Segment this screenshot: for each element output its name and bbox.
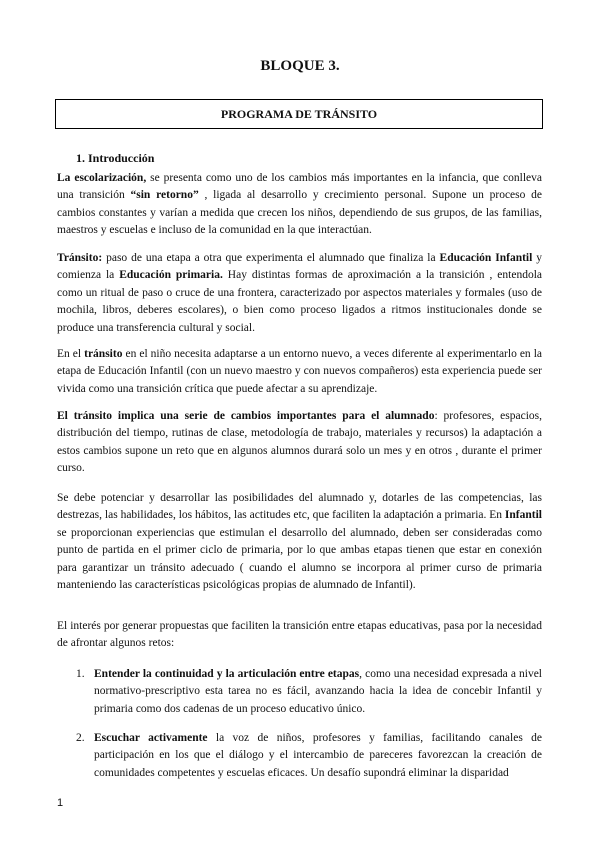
list-item bbox=[76, 666, 542, 718]
bold-text: Educación Infantil bbox=[439, 252, 533, 264]
program-title-box bbox=[55, 99, 543, 129]
body-text: paso de una etapa a otra que experimenta el alumnado que finaliza la bbox=[102, 252, 440, 264]
paragraph-potenciar bbox=[57, 490, 542, 594]
bold-text: Tránsito: bbox=[57, 252, 103, 264]
paragraph-transito bbox=[57, 250, 542, 337]
body-text: se presenta como uno de los cambios más importantes en la infancia, que conlleva una transición bbox=[57, 172, 542, 202]
block-title: BLOQUE 3. bbox=[260, 58, 340, 74]
list-number: 1. bbox=[76, 668, 85, 680]
bold-text: tránsito bbox=[84, 348, 123, 360]
body-text: y comienza la bbox=[57, 252, 543, 282]
body-text: , ligada al desarrollo y crecimiento personal. Supone un proceso de cambios constantes y varían a medida que crecen los niños, dependiendo de sus grupos, de las familias, maestros y escuelas e incluso de la comunidad en la que interactúan. bbox=[57, 189, 543, 237]
list-text bbox=[94, 666, 542, 718]
body-text: en el niño necesita adaptarse a un entorno nuevo, a veces diferente al experimentarlo en la etapa de Educación Infantil (con un nuevo maestro y con nuevos compañeros) esta experiencia puede ser vivida como una transición crítica que puede afectar a su aprendizaje. bbox=[57, 348, 542, 395]
body-text: , como una necesidad expresada a nivel normativo-prescriptivo esta tarea no es fácil, avanzando hacia la idea de concebir Infantil y primaria como dos cadenas de un proceso educativo único. bbox=[94, 668, 543, 715]
bold-text: Infantil bbox=[504, 509, 542, 522]
list-item bbox=[76, 730, 542, 782]
paragraph-escolarizacion bbox=[57, 170, 542, 240]
program-title: PROGRAMA DE TRÁNSITO bbox=[220, 106, 378, 121]
body-text: : profesores, espacios, distribución del tiempo, rutinas de clase, metodología de trabajo, materiales y recursos) la adaptación a estos cambios supone un reto que en algunos alumnos durará solo un mes y en otros , durante el primer curso. bbox=[57, 410, 542, 475]
bold-text: El tránsito implica una serie de cambios importantes para el alumnado bbox=[57, 410, 435, 422]
body-text: En el bbox=[57, 348, 85, 360]
paragraph-retos bbox=[57, 618, 542, 653]
paragraph-cambios bbox=[57, 408, 542, 478]
page-number: 1 bbox=[57, 797, 64, 809]
section-heading: 1. Introducción bbox=[76, 151, 155, 165]
list-text bbox=[94, 730, 542, 782]
body-text: Se debe potenciar y desarrollar las posibilidades del alumnado y, dotarles de las competencias, las destrezas, las habilidades, los hábitos, las actitudes etc, que faciliten la adaptación a primaria. En bbox=[57, 492, 542, 522]
bold-text: Escuchar activamente bbox=[94, 732, 208, 744]
bold-text: La escolarización, bbox=[57, 172, 147, 184]
body-text: se proporcionan experiencias que estimulan el desarrollo del alumnado, deben ser consideradas como punto de partida en el primer ciclo de primaria, por lo que ambas etapas tienen que estar en conexión para garantizar un tránsito adecuado ( cuando el alumno se incorpora al primer curso de primaria manteniendo las características psicológicas propias de alumnado de Infantil). bbox=[57, 526, 542, 592]
body-text: la voz de niños, profesores y familias, facilitando canales de participación en los que el diálogo y el intercambio de pareceres favorezcan la creación de comunidades competentes y escuelas eficaces. Un desafío supondrá eliminar la disparidad bbox=[94, 732, 543, 779]
bold-text: Educación primaria. bbox=[119, 269, 223, 282]
bold-text: Entender la continuidad y la articulación entre etapas bbox=[94, 668, 360, 680]
bold-text: “sin retorno” bbox=[130, 189, 199, 202]
body-text: El interés por generar propuestas que faciliten la transición entre etapas educativas, pasa por la necesidad de afrontar algunos retos: bbox=[57, 620, 542, 650]
list-number: 2. bbox=[76, 732, 85, 744]
paragraph-adaptacion bbox=[57, 346, 542, 398]
body-text: Hay distintas formas de aproximación a la transición , entendola como un ritual de paso o cruce de una frontera, caracterizado por aspectos materiales y formales (uso de mochila, libros, deberes escolares), o bien como proceso ligados a ritmos institucionales donde se produce una transferencia cultural y social. bbox=[57, 269, 542, 334]
